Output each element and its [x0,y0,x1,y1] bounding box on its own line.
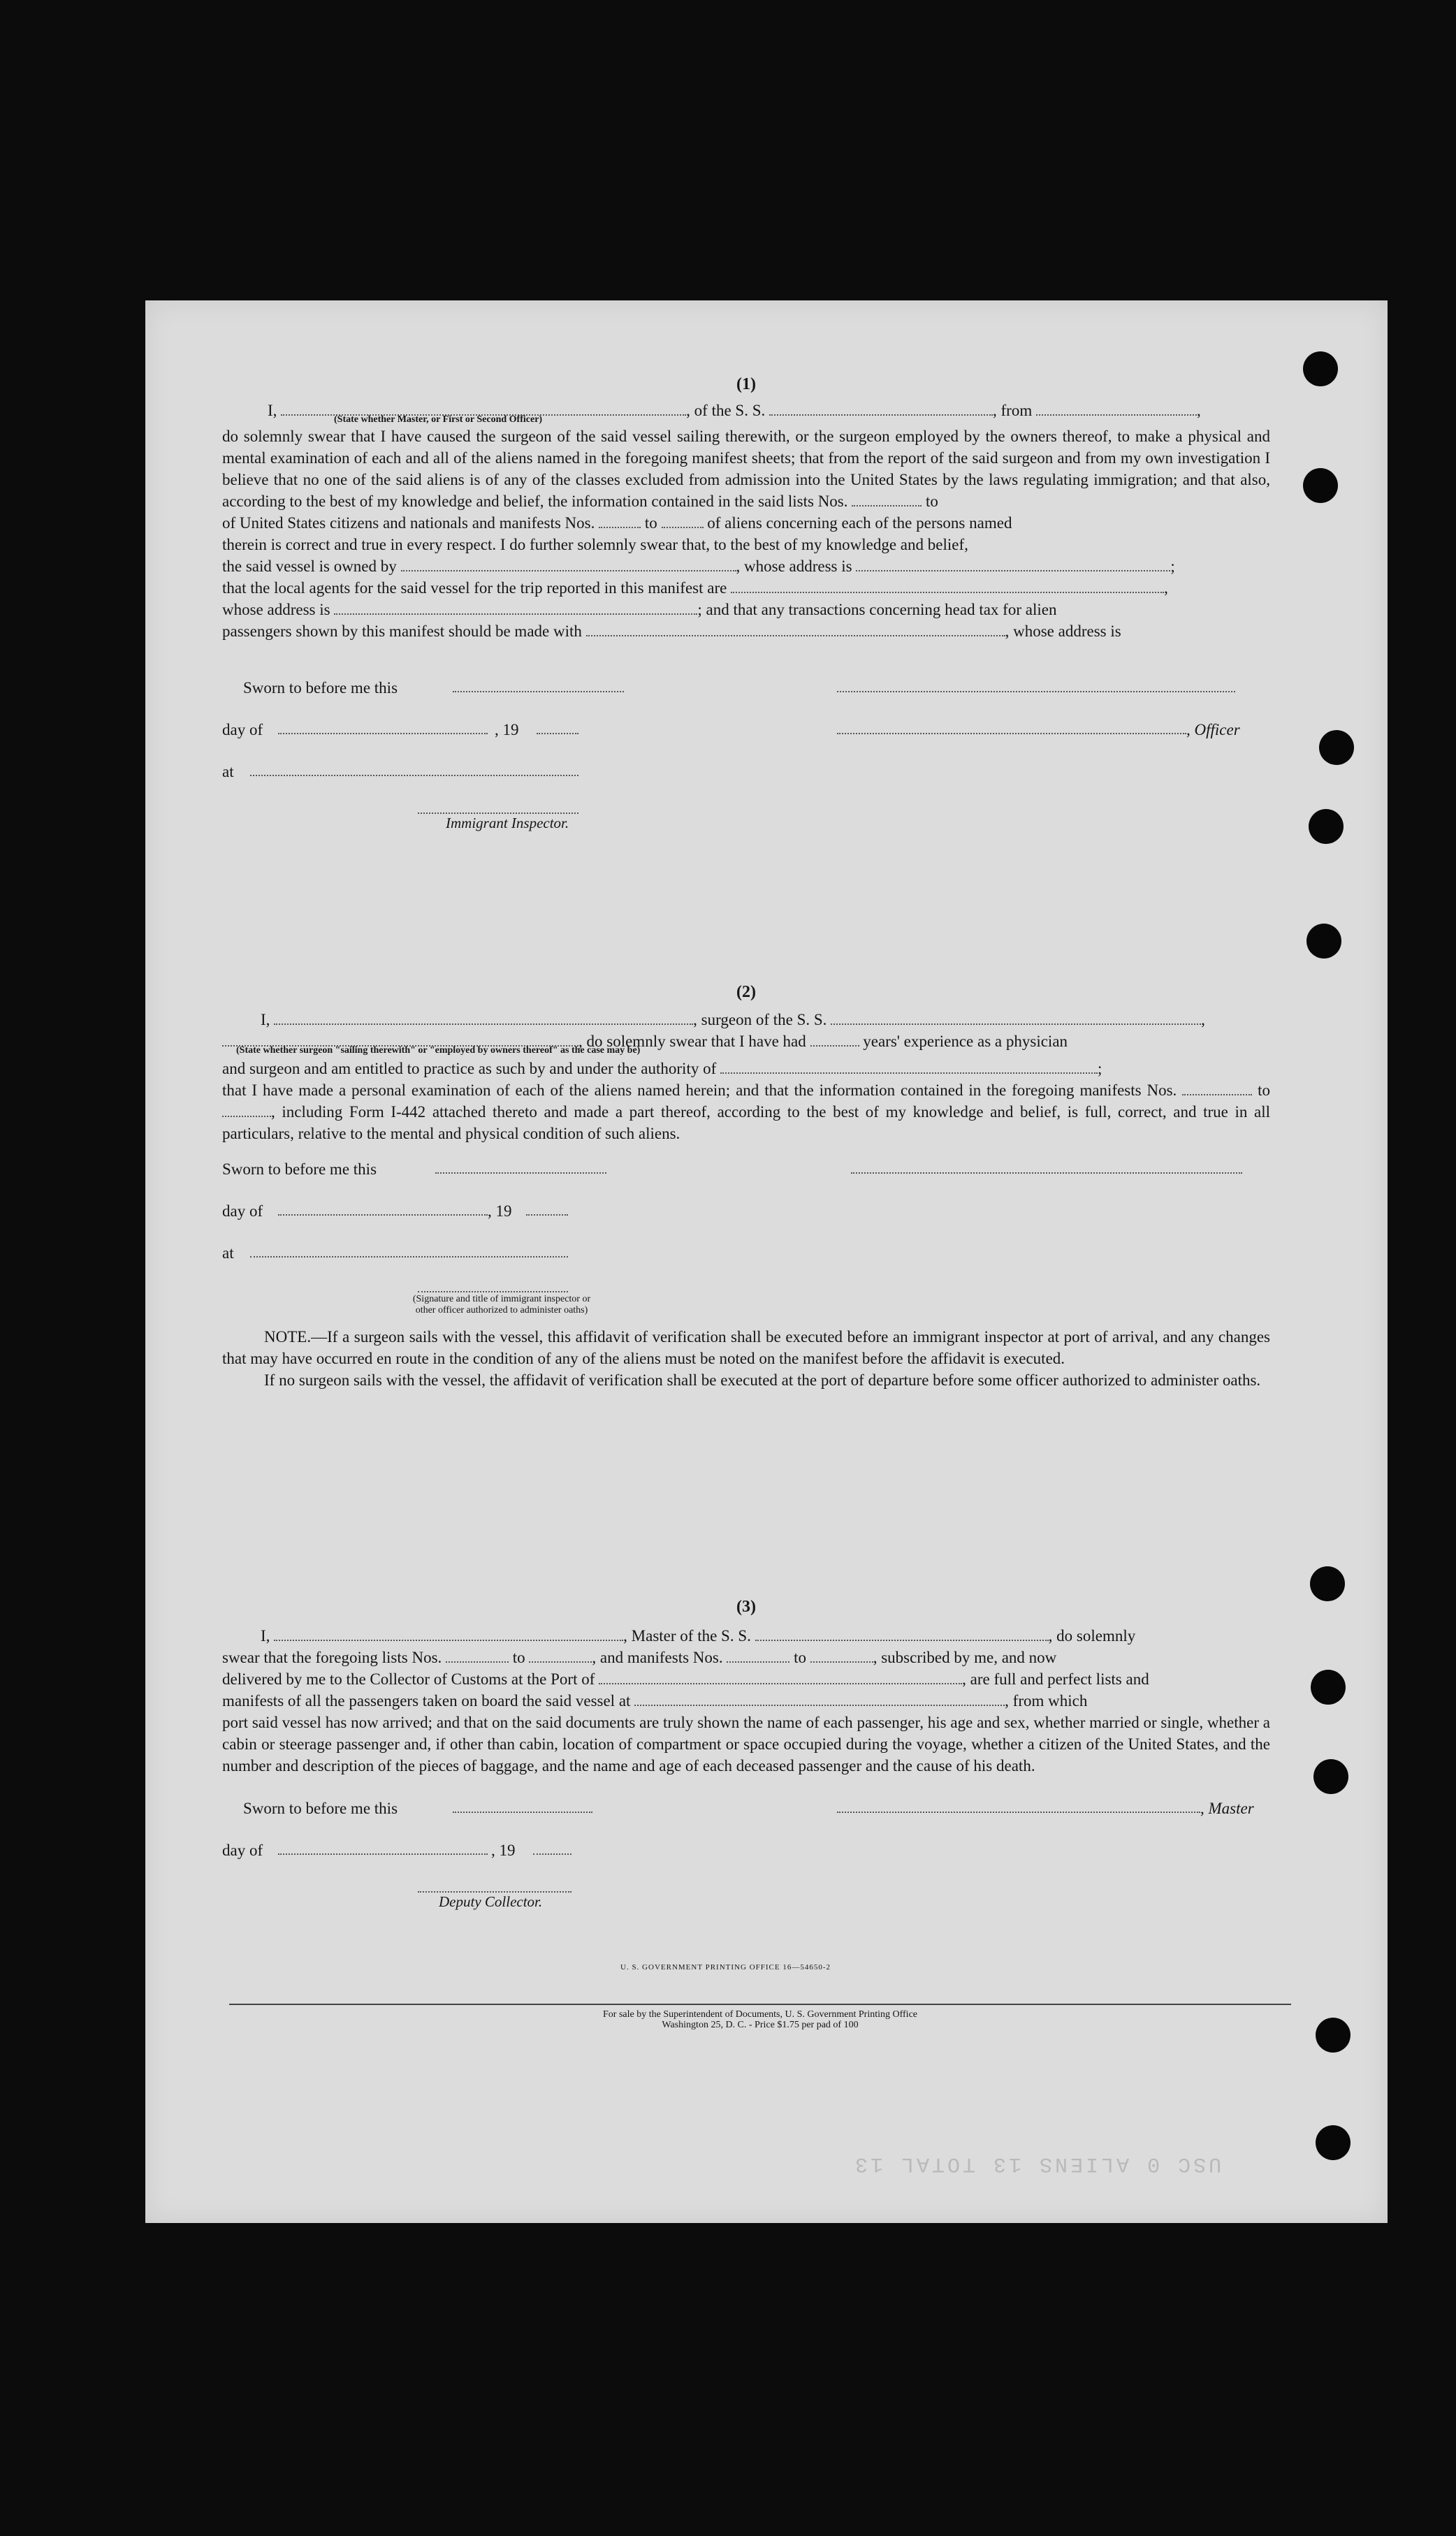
master-name-field[interactable] [274,1627,623,1641]
bleed-through-stamp: USC 0 ALIENS 13 TOTAL 13 [852,2152,1222,2176]
punch-hole [1306,924,1341,959]
agents-address-field[interactable] [334,601,697,615]
affidavit-section-1: (1) I, , of the S. S. , from , (State whether Master, or First or Second Officer) do solemnly swear that I have caused the surgeon of the said vessel sailing therewith, or the surgeon employed by the owners thereof, to make a physical and mental examination of each and all of the aliens named in the foregoing manifest sheets; that from the report of the said surgeon and from my own investigation I believe that no one of the said aliens is of any of the classes excluded from admission into the United States by the laws regulating immigration; and that also, according to the best of my knowledge and belief, the information contained in the said lists Nos. to of United States citizens and nationals and manifests Nos. to of aliens concerning each of the persons named therein is correct and true in every respect. I do further solemnly swear that, to the best of my knowledge and belief, the said vessel is owned by , whose address is ; that the local agents for the said vessel for the trip reported in this manifest are , whose address is ; and that any transactions concerning head tax for alien passengers shown by this manifest should be made with , whose address is Sworn to before me this day of , 19 , Officer at Immigrant Inspector. [222,374,1270,845]
year-field-3[interactable] [533,1839,572,1855]
gpo-imprint: U. S. GOVERNMENT PRINTING OFFICE 16—54650-2 [620,1963,831,1972]
punch-hole [1316,2018,1351,2053]
surgeon-name-field[interactable] [274,1011,693,1025]
owner-address-field[interactable] [856,558,1170,571]
authority-field[interactable] [720,1060,1098,1074]
inspector-caption: Immigrant Inspector. [446,815,569,831]
port-of-embarkation-field[interactable] [634,1692,1005,1706]
year-field[interactable] [537,719,578,734]
punch-hole [1303,351,1338,386]
master-lists-from-field[interactable] [446,1649,509,1663]
manifest-page [145,300,1388,2223]
affidavit-section-3: (3) I, , Master of the S. S. , do solemnly swear that the foregoing lists Nos. to , and manifests Nos. to , subscribed by me, and now delivered by me to the Collector of Customs at the Port of , are full and perfect lists and manifests of all the passengers taken on board the said vessel at , from which port said vessel has now arrived; and that on the said documents are truly shown the name of each passenger, his age and sex, whether married or single, whether a cabin or steerage passenger and, if other than cabin, location of compartment or space occupied during the voyage, whether a citizen of the United States, and the number and description of the pieces of baggage, and the name and age of each deceased passenger and the cause of his death. Sworn to before me this , Master day of , 19 Deputy Collector. [222,1598,1270,1910]
punch-hole [1311,1670,1346,1705]
agents-field[interactable] [731,579,1164,593]
sale-note-2: Washington 25, D. C. - Price $1.75 per pad of 100 [662,2020,859,2030]
years-experience-field[interactable] [810,1033,859,1047]
section-number: (1) [736,375,756,393]
oath-text-1: do solemnly swear that I have caused the surgeon of the said vessel sailing therewith, or the surgeon employed by the owners thereof, to make a physical and mental examination of each and all of the aliens named in the foregoing manifest sheets; that from the report of the said surgeon and from my own investigation I believe that no one of the said aliens is of any of the classes excluded from admission into the United States by the laws regulating immigration; and that also, according to the best of my knowledge and belief, the information contained in the said lists Nos. to [222,428,1270,510]
master-oath-text: port said vessel has now arrived; and that on the said documents are truly shown the name of each passenger, his age and sex, whether married or single, whether a cabin or steerage passenger and, if other than cabin, location of compartment or space occupied during the voyage, whether a citizen of the United States, and the number and description of the pieces of baggage, and the name and age of each deceased passenger and the cause of his death. [222,1714,1270,1775]
surgeon-manifests-from-field[interactable] [1182,1081,1252,1095]
label-i: I, [268,402,277,419]
lists-from-field[interactable] [852,493,922,507]
vessel-name-field[interactable] [769,402,993,416]
inspector-signature-field[interactable] [418,799,578,814]
surgeon-vessel-field[interactable] [831,1011,1201,1025]
oath-text-2: therein is correct and true in every respect. I do further solemnly swear that, to the best of my knowledge and belief, [222,536,968,553]
surgeon-manifests-to-field[interactable] [222,1103,271,1117]
sworn-date-field[interactable] [453,677,624,692]
day-field-3[interactable] [278,1839,488,1855]
punch-hole [1309,809,1344,844]
label-from: , from [993,402,1033,419]
manifests-from-field[interactable] [599,514,641,528]
punch-hole [1319,730,1354,765]
note-surgeon-sails: NOTE.—If a surgeon sails with the vessel, this affidavit of verification shall be executed before an immigrant inspector at port of arrival, and any changes that may have occurred en route in the condition of any of the aliens must be noted on the manifest before the affidavit is executed. [222,1328,1270,1367]
sworn-date-field-2[interactable] [435,1158,606,1174]
head-tax-contact-field[interactable] [586,622,1005,636]
sworn-date-field-3[interactable] [453,1798,592,1813]
master-manifests-from-field[interactable] [727,1649,789,1663]
port-of-arrival-field[interactable] [599,1670,962,1684]
day-field[interactable] [278,719,488,734]
surgeon-signature-field[interactable] [851,1158,1242,1174]
year-field-2[interactable] [526,1200,568,1216]
deputy-collector-signature-field[interactable] [418,1877,572,1893]
punch-hole [1310,1566,1345,1601]
officer-signature-field[interactable] [837,677,1235,692]
punch-hole [1303,468,1338,503]
label-ss: , of the S. S. [686,402,766,419]
master-signature-field[interactable] [837,1798,1200,1813]
punch-hole [1316,2125,1351,2160]
section-number: (2) [736,983,756,1001]
punch-hole [1313,1759,1348,1794]
officer-title-field[interactable] [837,719,1186,734]
master-lists-to-field[interactable] [529,1649,592,1663]
master-vessel-field[interactable] [755,1627,1049,1641]
affidavit-section-2: (2) I, , surgeon of the S. S. , , do solemnly swear that I have had years' experience as a physician (State whether surgeon "sailing therewith" or "employed by owners thereof" as the case may be) and surgeon and am entitled to practice as such by and under the authority of ; that I have made a personal examination of each of the aliens named herein; and that the information contained in the foregoing manifests Nos. to , including Form I-442 attached thereto and made a part thereof, according to the best of my knowledge and belief, is full, correct, and true in all particulars, relative to the mental and physical condition of such aliens. Sworn to before me this day of , 19 at (Signature and title of immigrant inspector or other officer authorized to administer oaths) NOTE.—If a surgeon sails with the vessel, this affidavit of verification shall be executed before an immigrant inspector at port of arrival, and any changes that may have occurred en route in the condition of any of the aliens must be noted on the manifest before the affidavit is executed. If no surgeon sails with the vessel, the affidavit of verification shall be executed at the port of departure before some officer authorized to administer oaths. [222,982,1270,1391]
officer-field-hint: (State whether Master, or First or Second Officer) [334,414,543,425]
authorized-officer-signature-field[interactable] [418,1277,568,1292]
sale-note-1: For sale by the Superintendent of Documents, U. S. Government Printing Office [603,2009,917,2020]
manifests-to-field[interactable] [662,514,704,528]
day-field-2[interactable] [278,1200,488,1216]
master-manifests-to-field[interactable] [810,1649,873,1663]
footer-rule [229,2004,1291,2005]
note-no-surgeon: If no surgeon sails with the vessel, the affidavit of verification shall be executed at the port of departure before some officer authorized to administer oaths. [264,1371,1261,1389]
place-field-2[interactable] [250,1242,568,1258]
officer-name-field[interactable] [281,402,686,416]
section-number: (3) [736,1598,756,1616]
departure-port-field[interactable] [1036,402,1197,416]
surgeon-status-field[interactable] [222,1033,578,1047]
owner-field[interactable] [401,558,736,571]
place-field[interactable] [250,761,578,776]
